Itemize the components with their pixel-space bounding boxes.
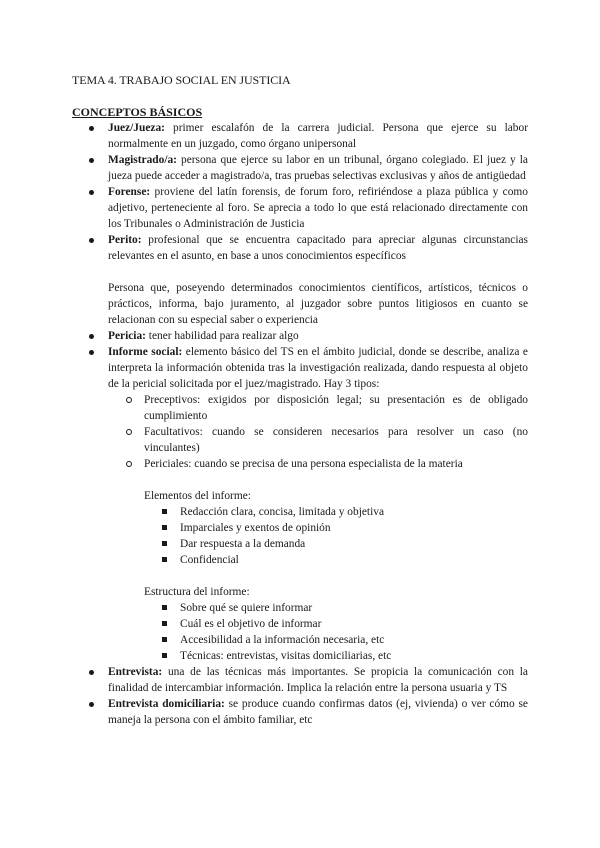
list-item-perito	[108, 232, 528, 264]
structure-item: Cuál es el objetivo de informar	[180, 616, 528, 632]
structure-item: Accesibilidad a la información necesaria, etc	[180, 632, 528, 648]
term: Pericia:	[108, 330, 146, 342]
structure-item: Sobre qué se quiere informar	[180, 600, 528, 616]
section-heading: CONCEPTOS BÁSICOS	[72, 105, 203, 119]
term: Magistrado/a:	[108, 154, 177, 166]
concept-list-2	[72, 328, 528, 392]
element-item: Dar respuesta a la demanda	[180, 536, 528, 552]
report-type-item: Facultativos: cuando se consideren necesarios para resolver un caso (no vinculantes)	[144, 426, 528, 454]
term: Informe social:	[108, 346, 183, 358]
definition: primer escalafón de la carrera judicial. Persona que ejerce su labor normalmente en un juzgado, como órgano unipersonal	[108, 122, 528, 150]
list-item-juez	[108, 120, 528, 152]
definition: tener habilidad para realizar algo	[145, 330, 299, 342]
structure-heading: Estructura del informe:	[144, 586, 250, 598]
elements-heading: Elementos del informe:	[144, 490, 251, 502]
term: Entrevista:	[108, 666, 163, 678]
concept-list-3	[72, 664, 528, 728]
element-item: Redacción clara, concisa, limitada y objetiva	[180, 504, 528, 520]
element-item: Imparciales y exentos de opinión	[180, 520, 528, 536]
document-title: TEMA 4. TRABAJO SOCIAL EN JUSTICIA	[72, 73, 291, 87]
elements-list	[72, 504, 528, 568]
term: Perito:	[108, 234, 142, 246]
definition: una de las técnicas más importantes. Se propicia la comunicación con la finalidad de intercambiar información. Implica la relación entre la persona usuaria y TS	[108, 666, 528, 694]
definition: persona que ejerce su labor en un tribunal, órgano colegiado. El juez y la jueza puede acceder a magistrado/a, tras pruebas selectivas exclusivas y años de antigüedad	[108, 154, 528, 182]
definition: se produce cuando confirmas datos (ej, vivienda) o ver cómo se maneja la persona con el ámbito familiar, etc	[108, 698, 528, 726]
list-item-entrevista	[108, 664, 528, 696]
concept-list	[72, 120, 528, 264]
term: Forense:	[108, 186, 151, 198]
list-item-forense	[108, 184, 528, 232]
structure-list	[72, 600, 528, 664]
term: Juez/Jueza:	[108, 122, 165, 134]
definition: profesional que se encuentra capacitado para apreciar algunas circunstancias relevantes en el asunto, en base a unos conocimientos específicos	[108, 234, 528, 262]
report-type-item: Periciales: cuando se precisa de una persona especialista de la materia	[144, 456, 528, 472]
structure-item: Técnicas: entrevistas, visitas domiciliarias, etc	[180, 648, 528, 664]
list-item-informe-social	[108, 344, 528, 392]
definition: proviene del latín forensis, de forum foro, refiriéndose a plaza pública y como adjetivo, perteneciente al foro. Se aprecia a todo lo que está relacionado directamente con los Tribunales o Administración de Justicia	[108, 186, 528, 230]
perito-paragraph: Persona que, poseyendo determinados conocimientos científicos, artísticos, técnicos o prácticos, informa, bajo juramento, al juzgador sobre puntos litigiosos en cuanto se relacionan con su especial saber o experiencia	[108, 282, 528, 326]
list-item-pericia	[108, 328, 528, 344]
document-body	[72, 120, 528, 728]
element-item: Confidencial	[180, 552, 528, 568]
definition: elemento básico del TS en el ámbito judicial, donde se describe, analiza e interpreta la información obtenida tras la investigación realizada, dando respuesta al objeto de la pericial solicitada por el juez/magistrado. Hay 3 tipos:	[108, 346, 528, 390]
report-type-item: Preceptivos: exigidos por disposición legal; su presentación es de obligado cumplimiento	[144, 394, 528, 422]
term: Entrevista domiciliaria:	[108, 698, 225, 710]
list-item-entrevista-domiciliaria	[108, 696, 528, 728]
report-types-list	[72, 392, 528, 472]
list-item-magistrado	[108, 152, 528, 184]
